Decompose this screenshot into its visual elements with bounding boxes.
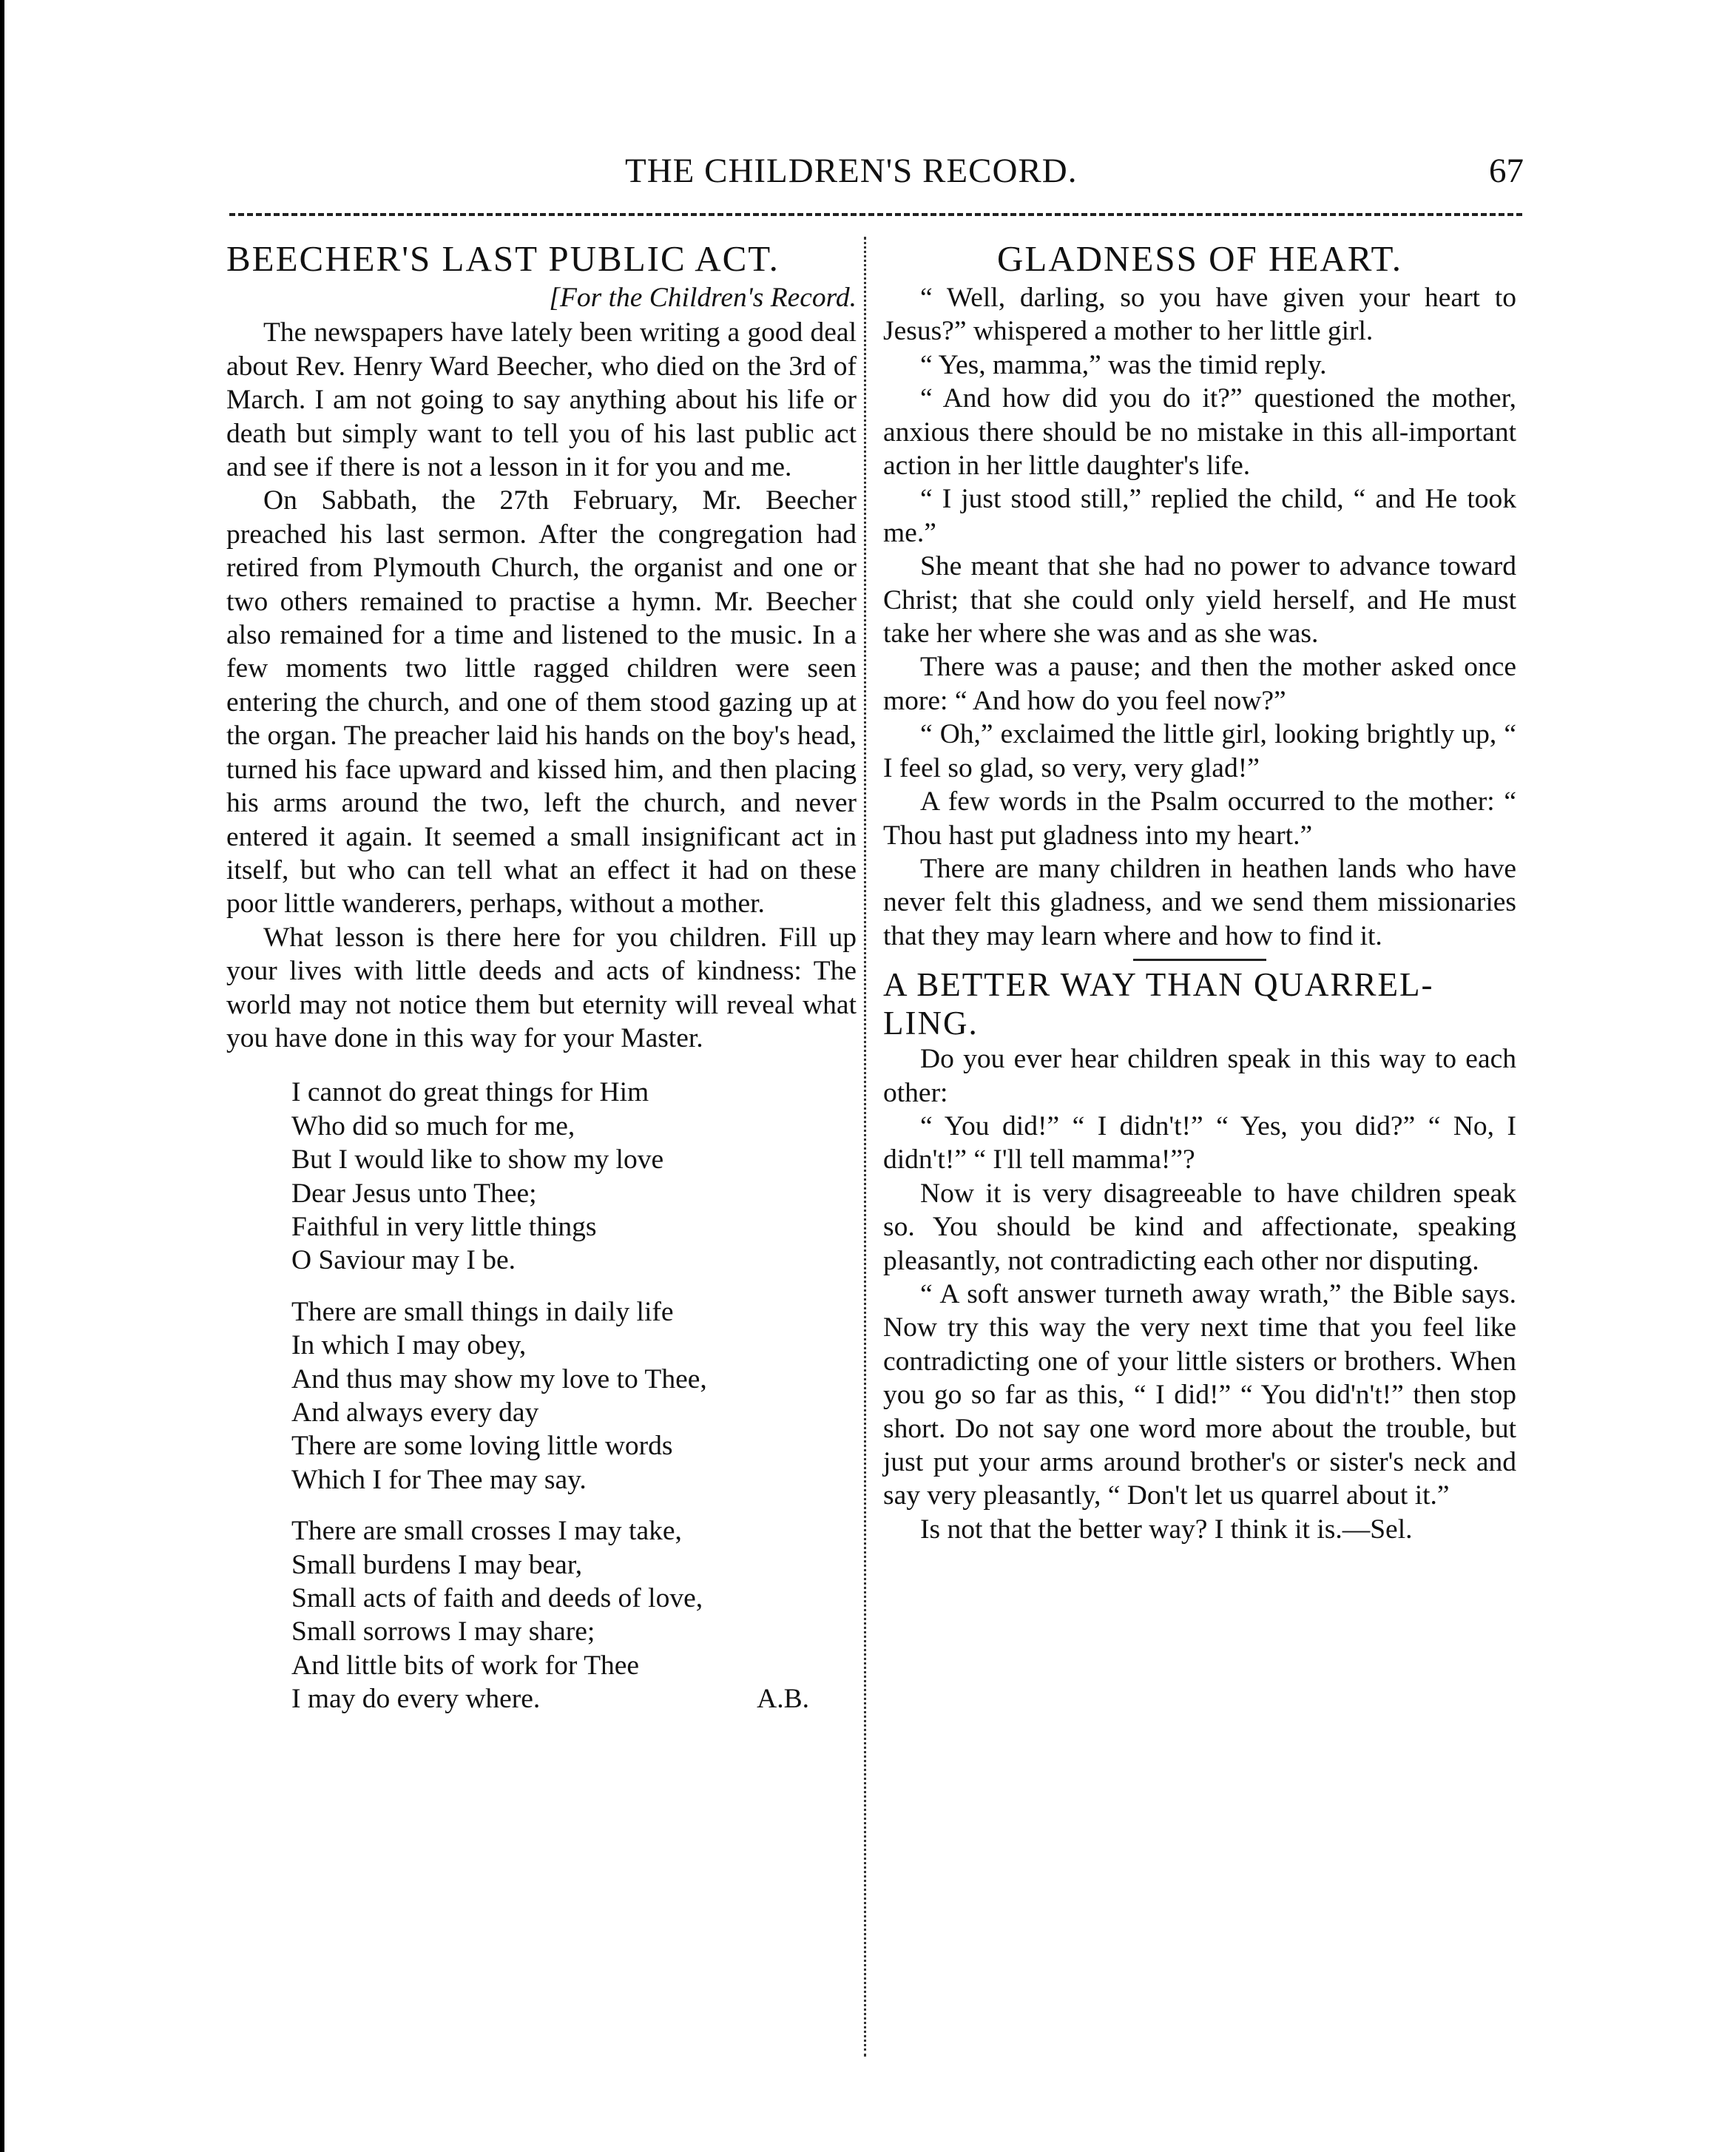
running-title: THE CHILDREN'S RECORD. <box>625 152 1078 190</box>
attribution: [For the Children's Record. <box>549 283 857 313</box>
poem-line: Who did so much for me, <box>291 1110 575 1141</box>
poem <box>291 1076 857 1716</box>
poem-line: And always every day <box>291 1397 539 1428</box>
paragraph: She meant that she had no power to advance toward Christ; that she could only yield herself, and He must take her where she was and as she was. <box>883 551 1516 650</box>
paragraph: Do you ever hear children speak in this way to each other: <box>883 1044 1516 1108</box>
article-title-beecher: BEECHER'S LAST PUBLIC ACT. <box>226 238 780 279</box>
poem-line: In which I may obey, <box>291 1330 527 1361</box>
paragraph: “ Yes, mamma,” was the timid reply. <box>920 349 1327 380</box>
column-divider <box>864 237 866 2057</box>
poem-stanza <box>291 1514 857 1716</box>
paragraph: There are many children in heathen lands who have never felt this gladness, and we send them missionaries that they may learn where and how to find it. <box>883 853 1516 951</box>
poem-line: Small acts of faith and deeds of love, <box>291 1583 703 1614</box>
article-title-gladness: GLADNESS OF HEART. <box>996 238 1403 279</box>
poem-signature: A.B. <box>757 1684 809 1715</box>
paragraph: Now it is very disagreeable to have children speak so. You should be kind and affectionate, speaking pleasantly, not contradicting each other nor disputing. <box>883 1178 1516 1276</box>
poem-line: Small burdens I may bear, <box>291 1549 583 1580</box>
poem-line: Faithful in very little things <box>291 1211 597 1242</box>
poem-stanza <box>291 1076 857 1277</box>
page-header <box>222 151 1524 198</box>
paragraph: “ I just stood still,” replied the child, “ and He took me.” <box>883 484 1516 548</box>
poem-last-line <box>291 1682 809 1716</box>
paragraph: “ And how did you do it?” questioned the mother, anxious there should be no mistake in this all-important action in her little daughter's life. <box>883 383 1516 482</box>
poem-line: I cannot do great things for Him <box>291 1077 649 1108</box>
header-rule <box>229 213 1522 216</box>
poem-line: Dear Jesus unto Thee; <box>291 1178 537 1209</box>
paragraph: There was a pause; and then the mother asked once more: “ And how do you feel now?” <box>883 652 1516 716</box>
scan-edge <box>0 0 4 2152</box>
page-number: 67 <box>1489 152 1524 190</box>
paragraph: The newspapers have lately been writing a good deal about Rev. Henry Ward Beecher, who died on the 3rd of March. I am not going to say anything about his life or death but simply want to tell you of his last public act and see if there is not a lesson in it for you and me. <box>226 317 857 483</box>
poem-line: Small sorrows I may share; <box>291 1616 595 1647</box>
poem-line: And little bits of work for Thee <box>291 1650 640 1681</box>
left-column <box>226 237 857 1734</box>
article-title-quarrelling: A BETTER WAY THAN QUARREL- <box>883 966 1434 1004</box>
poem-line: And thus may show my love to Thee, <box>291 1363 707 1394</box>
poem-line: There are small things in daily life <box>291 1296 674 1327</box>
paragraph: A few words in the Psalm occurred to the mother: “ Thou hast put gladness into my heart.” <box>883 786 1516 851</box>
poem-line: Which I for Thee may say. <box>291 1464 587 1495</box>
poem-line: But I would like to show my love <box>291 1144 664 1175</box>
paragraph: Is not that the better way? I think it is.—Sel. <box>920 1514 1413 1545</box>
poem-stanza <box>291 1295 857 1497</box>
poem-line: There are small crosses I may take, <box>291 1516 682 1547</box>
article-title-quarrelling-cont: LING. <box>883 1005 979 1042</box>
paragraph: “ A soft answer turneth away wrath,” the Bible says. Now try this way the very next time that you feel like contradicting one of your little sisters or brothers. When you go so far as this, “ I did!” “ You did'n't!” then stop short. Do not say one word more about the trouble, but just put your arms around brother's or sister's neck and say very pleasantly, “ Don't let us quarrel about it.” <box>883 1278 1516 1511</box>
paragraph: “ You did!” “ I didn't!” “ Yes, you did?” “ No, I didn't!” “ I'll tell mamma!”? <box>883 1110 1516 1175</box>
poem-line: There are some loving little words <box>291 1431 673 1462</box>
section-rule <box>1133 959 1266 961</box>
poem-line: O Saviour may I be. <box>291 1245 516 1276</box>
poem-line: I may do every where. <box>291 1684 541 1715</box>
paragraph: On Sabbath, the 27th February, Mr. Beecher preached his last sermon. After the congregation had retired from Plymouth Church, the organist and one or two others remained to practise a hymn. Mr. Beecher also remained for a time and listened to the music. In a few moments two little ragged children were seen entering the church, and one of them stood gazing up at the organ. The preacher laid his hands on the boy's head, turned his face upward and kissed him, and then placing his arms around the two, left the church, and never entered it again. It seemed a small insignificant act in itself, but who can tell what an effect it had on these poor little wanderers, perhaps, without a mother. <box>226 485 857 920</box>
paragraph: “ Oh,” exclaimed the little girl, looking brightly up, “ I feel so glad, so very, very glad!” <box>883 719 1516 783</box>
paragraph: What lesson is there here for you children. Fill up your lives with little deeds and acts of kindness: The world may not notice them but eternity will reveal what you have done in this way for your Master. <box>226 922 857 1053</box>
right-column <box>883 237 1516 1546</box>
paragraph: “ Well, darling, so you have given your heart to Jesus?” whispered a mother to her little girl. <box>883 283 1516 347</box>
